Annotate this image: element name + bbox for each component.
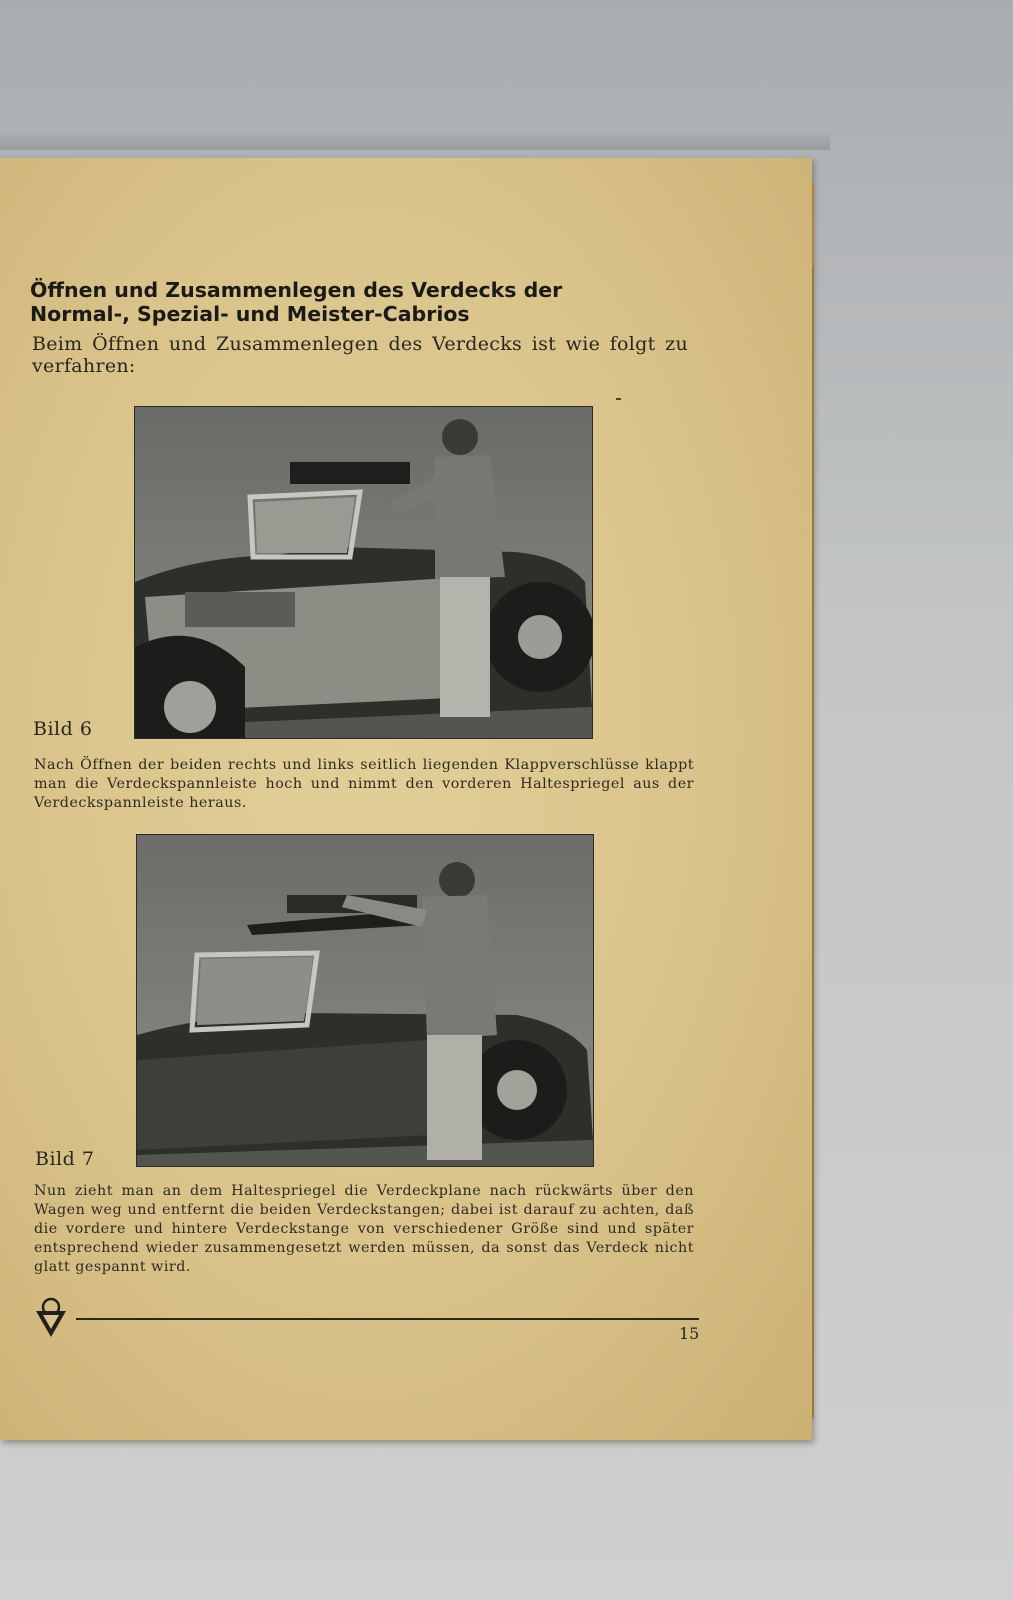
photo-bild-7 (136, 834, 594, 1167)
heading-line-1: Öffnen und Zusammenlegen des Verdecks der (30, 278, 563, 302)
photo-bild-6 (134, 406, 593, 739)
footer-rule (76, 1318, 699, 1320)
background-shadow (0, 130, 830, 150)
figure-label-bild-6: Bild 6 (33, 718, 93, 740)
figure-7-description: Nun zieht man an dem Haltespriegel die Verdeckplane nach rückwärts über den Wagen weg und entfernt die beiden Verdeckstangen; dabei ist darauf zu achten, daß die vordere und hintere Verdeckstange von verschiedener Größe sind und später entsprechend wieder zusammengesetzt werden müssen, da sonst das Verdeck nicht glatt gespannt wird. (34, 1183, 694, 1275)
print-speck (616, 398, 621, 400)
figure-label-bild-7: Bild 7 (35, 1148, 95, 1170)
intro-paragraph: Beim Öffnen und Zusammenlegen des Verdecks ist wie folgt zu verfahren: (32, 333, 688, 377)
page-heading (30, 278, 650, 326)
dkw-logo-icon (33, 1297, 69, 1339)
figure-6-description: Nach Öffnen der beiden rechts und links seitlich liegenden Klappverschlüsse klappt man die Verdeckspannleiste hoch und nimmt den vorderen Haltespriegel aus der Verdeckspannleiste heraus. (34, 757, 694, 811)
page-number: 15 (679, 1324, 700, 1343)
heading-line-2: Normal-, Spezial- und Meister-Cabrios (30, 302, 470, 326)
